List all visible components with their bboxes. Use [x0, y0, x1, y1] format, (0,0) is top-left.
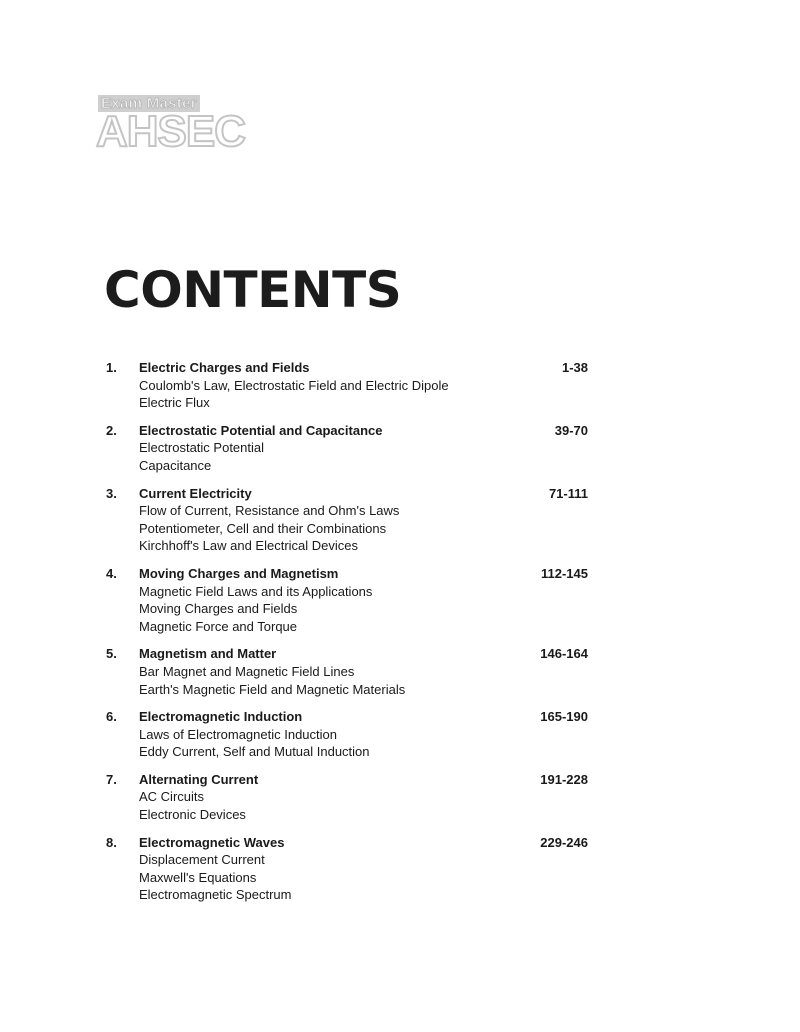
- chapter-number: 4.: [106, 565, 117, 581]
- table-of-contents: [0, 359, 800, 914]
- chapter-topic: Electronic Devices: [139, 807, 246, 823]
- toc-entry: [0, 834, 800, 904]
- chapter-title: Alternating Current: [139, 771, 259, 787]
- chapter-topic: Coulomb's Law, Electrostatic Field and Electric Dipole: [139, 377, 449, 393]
- toc-entry: [0, 485, 800, 555]
- chapter-topic: Flow of Current, Resistance and Ohm's Laws: [139, 503, 400, 519]
- chapter-topic: Capacitance: [139, 457, 212, 473]
- chapter-title: Electromagnetic Waves: [139, 834, 285, 850]
- chapter-topic: Kirchhoff's Law and Electrical Devices: [139, 538, 359, 554]
- chapter-title: Electrostatic Potential and Capacitance: [139, 422, 383, 438]
- chapter-details: [139, 359, 519, 412]
- page-range: 1-38: [561, 360, 588, 375]
- chapter-topic: Magnetic Field Laws and its Applications: [139, 583, 373, 599]
- chapter-title: Magnetism and Matter: [139, 646, 277, 662]
- toc-entry: [0, 565, 800, 635]
- chapter-title: Current Electricity: [139, 485, 252, 501]
- chapter-number: 1.: [106, 360, 117, 375]
- publisher-logo: [96, 94, 256, 154]
- toc-entry: [0, 359, 800, 412]
- chapter-topic: Electromagnetic Spectrum: [139, 887, 292, 903]
- toc-entry: [0, 771, 800, 824]
- page-range: 229-246: [540, 834, 588, 850]
- chapter-details: [139, 485, 519, 555]
- chapter-topic: Bar Magnet and Magnetic Field Lines: [139, 663, 355, 679]
- chapter-number: 3.: [106, 485, 117, 501]
- chapter-details: [139, 834, 519, 904]
- logo-title: AHSEC: [96, 107, 246, 156]
- page-range: 146-164: [540, 646, 588, 662]
- chapter-number: 6.: [106, 709, 117, 725]
- chapter-number: 7.: [106, 771, 117, 787]
- chapter-topic: Earth's Magnetic Field and Magnetic Materials: [139, 681, 406, 697]
- chapter-topic: Magnetic Force and Torque: [139, 618, 298, 634]
- chapter-title: Electric Charges and Fields: [139, 360, 310, 375]
- chapter-topic: Moving Charges and Fields: [139, 601, 298, 617]
- chapter-number: 2.: [106, 422, 117, 438]
- chapter-details: [139, 708, 519, 761]
- page-range: 165-190: [540, 709, 588, 725]
- chapter-title: Moving Charges and Magnetism: [139, 565, 339, 581]
- page-range: 39-70: [554, 422, 588, 438]
- toc-entry: [0, 708, 800, 761]
- page-range: 191-228: [540, 771, 588, 787]
- chapter-details: [139, 771, 519, 824]
- chapter-topic: Potentiometer, Cell and their Combinations: [139, 520, 387, 536]
- chapter-details: [139, 645, 519, 698]
- chapter-details: [139, 565, 519, 635]
- page-title: CONTENTS: [104, 261, 402, 319]
- chapter-topic: Laws of Electromagnetic Induction: [139, 726, 337, 742]
- chapter-topic: Electrostatic Potential: [139, 440, 265, 456]
- chapter-topic: Maxwell's Equations: [139, 869, 257, 885]
- toc-entry: [0, 645, 800, 698]
- chapter-topic: Eddy Current, Self and Mutual Induction: [139, 744, 370, 760]
- page-range: 71-111: [548, 485, 588, 501]
- logo-subtitle: Exam Master: [98, 95, 200, 112]
- chapter-number: 8.: [106, 834, 117, 850]
- chapter-topic: Displacement Current: [139, 852, 265, 868]
- chapter-topic: Electric Flux: [139, 395, 210, 411]
- chapter-number: 5.: [106, 646, 117, 662]
- chapter-title: Electromagnetic Induction: [139, 709, 303, 725]
- toc-entry: [0, 422, 800, 475]
- chapter-topic: AC Circuits: [139, 789, 205, 805]
- chapter-details: [139, 422, 519, 475]
- page-range: 112-145: [541, 565, 588, 581]
